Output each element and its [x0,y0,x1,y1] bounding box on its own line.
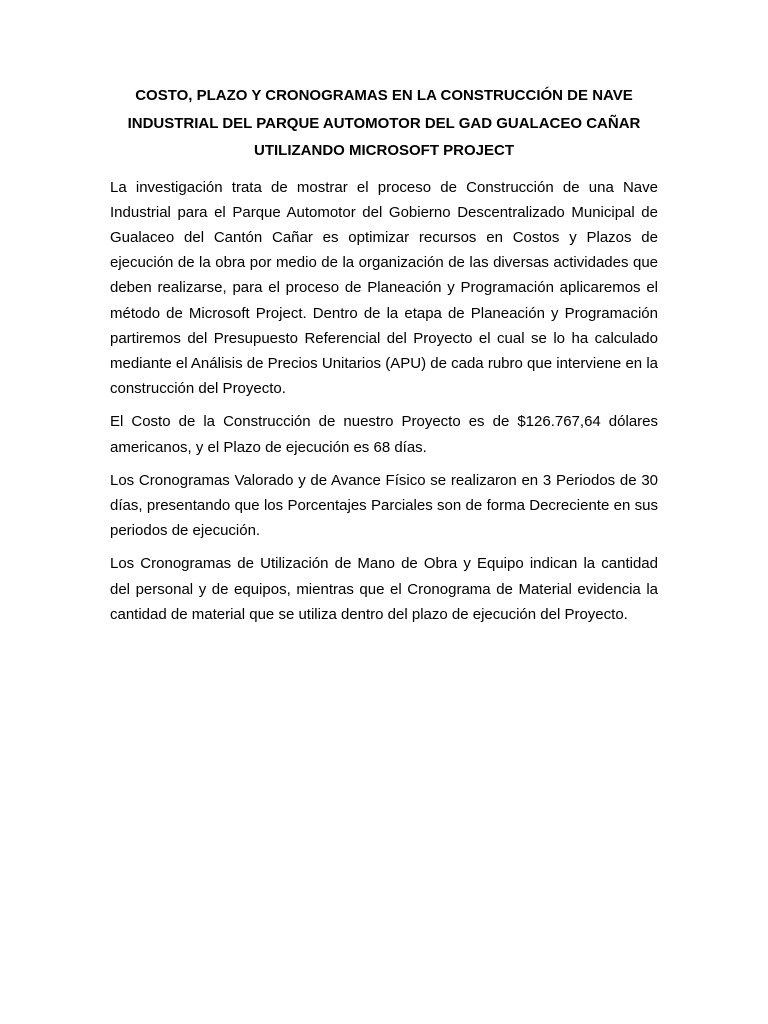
document-title: COSTO, PLAZO Y CRONOGRAMAS EN LA CONSTRUCCIÓN DE NAVE INDUSTRIAL DEL PARQUE AUTOMOTOR DEL GAD GUALACEO CAÑAR UTILIZANDO MICROSOFT PROJECT [127,87,641,159]
paragraph-schedules-valued: Los Cronogramas Valorado y de Avance Físico se realizaron en 3 Periodos de 30 días, presentando que los Porcentajes Parciales son de forma Decreciente en sus periodos de ejecución. [110,471,658,540]
document-page [110,82,658,635]
paragraph-schedules-resources: Los Cronogramas de Utilización de Mano de Obra y Equipo indican la cantidad del personal y de equipos, mientras que el Cronograma de Material evidencia la cantidad de material que se utiliza dentro del plazo de ejecución del Proyecto. [110,555,658,623]
paragraph-introduction: La investigación trata de mostrar el proceso de Construcción de una Nave Industrial para el Parque Automotor del Gobierno Descentralizado Municipal de Gualaceo del Cantón Cañar es optimizar recursos en Costos y Plazos de ejecución de la obra por medio de la organización de las diversas actividades que deben realizarse, para el proceso de Planeación y Programación aplicaremos el método de Microsoft Project. Dentro de la etapa de Planeación y Programación partiremos del Presupuesto Referencial del Proyecto el cual se lo ha calculado mediante el Análisis de Precios Unitarios (APU) de cada rubro que interviene en la construcción del Proyecto. [110,178,658,398]
paragraph-cost-and-term: El Costo de la Construcción de nuestro Proyecto es de $126.767,64 dólares americanos, y el Plazo de ejecución es 68 días. [110,413,658,456]
